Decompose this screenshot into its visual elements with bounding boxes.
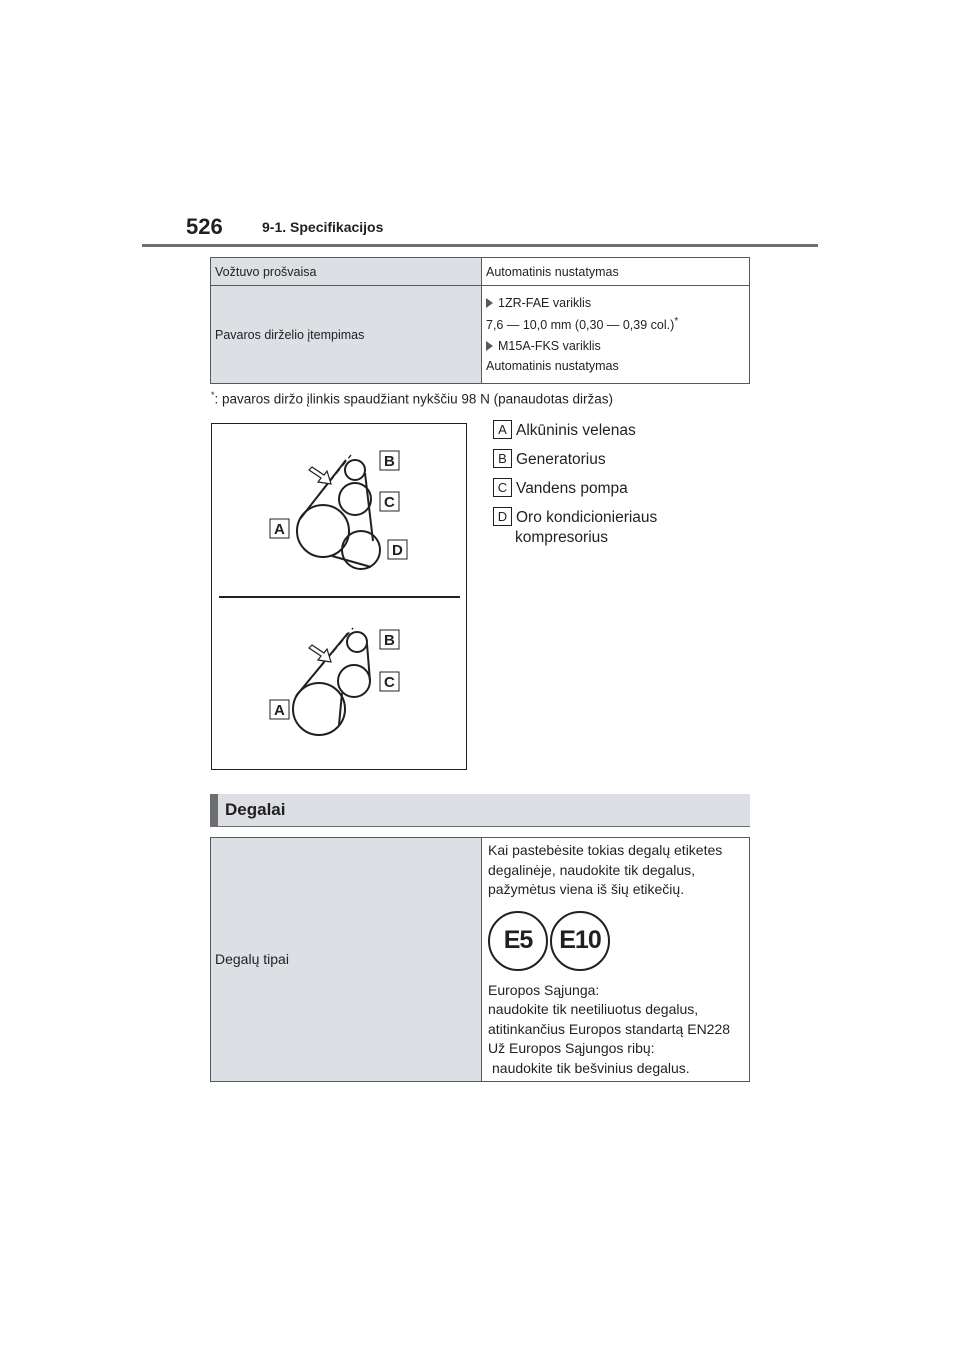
fuel-label-e10: E10 <box>550 911 610 971</box>
header-rule <box>142 244 818 247</box>
generator-pulley <box>345 460 365 480</box>
fuel-type-value: Kai pastebėsite tokias degalų etiketes degalinėje, naudokite tik degalus, pažymėtus viena iš šių etikečių. E5 E10 Europos Sąjunga: naudokite tik neetiliuotus degalus, atitinkančius Europos standartą EN228 Už Europos Sąjungos ribų: naudokite tik bešvinius degalus. <box>482 838 750 1082</box>
legend-key: A <box>493 420 512 439</box>
legend-item-b <box>493 449 606 469</box>
diagram-label: C <box>384 494 395 511</box>
diagram-label: A <box>274 521 285 538</box>
legend-text-continued: kompresorius <box>515 529 609 546</box>
fuel-table <box>210 837 750 1082</box>
table-row <box>211 286 750 384</box>
footnote-mark: * <box>674 316 679 328</box>
diagram-label: B <box>384 453 395 470</box>
belt-deflection-line <box>307 628 353 683</box>
legend-text: Oro kondicionieriaus <box>516 509 658 526</box>
diagram-label: B <box>384 632 395 649</box>
spec-value <box>482 286 750 384</box>
generator-pulley <box>347 632 367 652</box>
legend-text: Alkūninis velenas <box>516 422 636 439</box>
footnote: *: pavaros diržo įlinkis spaudžiant nykščiu 98 N (panaudotas diržas) <box>211 390 613 407</box>
section-heading-text: Degalai <box>225 800 286 819</box>
table-row <box>211 258 750 286</box>
engine-value: Automatinis nustatymas <box>486 358 619 373</box>
engine-item: 1ZR-FAE variklis <box>486 296 745 310</box>
fuel-label-e5: E5 <box>488 911 548 971</box>
diagram-label: D <box>392 542 403 559</box>
legend-item-a <box>493 420 636 440</box>
fuel-type-label: Degalų tipai <box>211 838 482 1082</box>
drive-belt <box>296 633 370 725</box>
belt-tension-value: 7,6 — 10,0 mm (0,30 — 0,39 col.) <box>486 318 675 333</box>
heading-accent-bar <box>210 794 218 826</box>
legend-item-c <box>493 478 628 498</box>
fuel-section-heading <box>210 794 750 827</box>
page-number: 526 <box>186 214 223 239</box>
spec-label: Vožtuvo prošvaisa <box>211 258 482 286</box>
press-arrow-icon <box>309 645 331 662</box>
press-arrow-icon <box>309 467 331 484</box>
water-pump-pulley <box>338 665 370 697</box>
bullet-icon <box>486 341 493 351</box>
legend-key: D <box>493 507 512 526</box>
spec-label: Pavaros dirželio įtempimas <box>211 286 482 384</box>
spec-value: Automatinis nustatymas <box>482 258 750 286</box>
table-row <box>211 838 750 1082</box>
engine-item: M15A-FKS variklis <box>486 339 745 353</box>
bullet-icon <box>486 298 493 308</box>
spec-table <box>210 257 750 384</box>
fuel-labels <box>488 911 743 971</box>
legend-text: Generatorius <box>516 451 606 468</box>
section-title: 9-1. Specifikacijos <box>262 219 384 235</box>
legend-item-d <box>493 507 657 527</box>
diagram-label: A <box>274 702 285 719</box>
legend-key: B <box>493 449 512 468</box>
legend-text: Vandens pompa <box>516 480 628 497</box>
figure-divider <box>219 596 460 598</box>
legend-key: C <box>493 478 512 497</box>
diagram-label: C <box>384 674 395 691</box>
